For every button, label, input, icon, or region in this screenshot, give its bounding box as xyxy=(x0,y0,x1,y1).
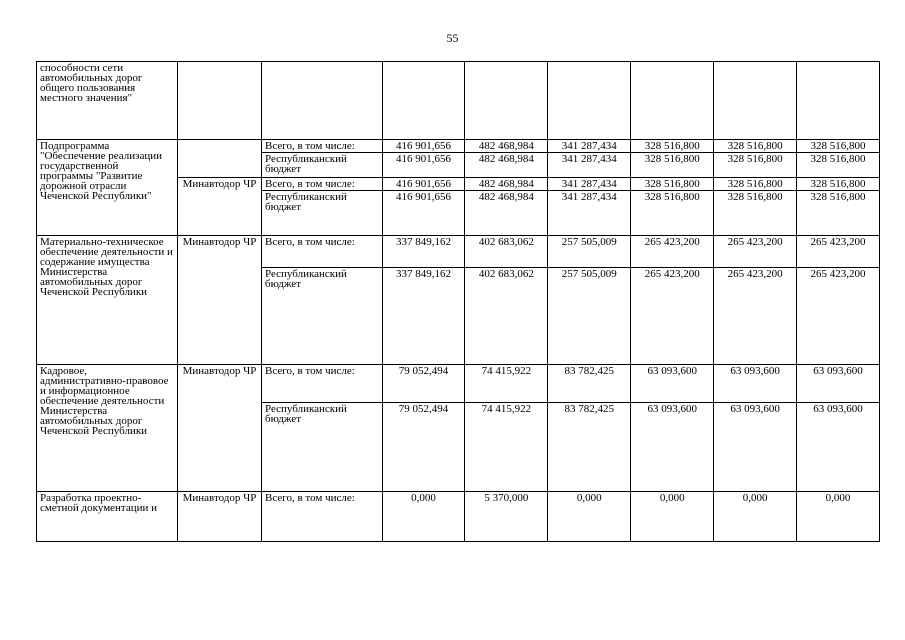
value-cell: 328 516,800 xyxy=(797,140,880,153)
page-number: 55 xyxy=(446,31,459,45)
value-cell: 0,000 xyxy=(548,492,631,542)
value-cell: 265 423,200 xyxy=(797,236,880,268)
value-cell: 341 287,434 xyxy=(548,153,631,178)
value-cell: 416 901,656 xyxy=(382,178,465,191)
value-cell: 79 052,494 xyxy=(382,365,465,403)
value-cell: 482 468,984 xyxy=(465,178,548,191)
value-cell: 265 423,200 xyxy=(714,236,797,268)
value-cell: 328 516,800 xyxy=(714,178,797,191)
value-cell: 63 093,600 xyxy=(714,403,797,492)
value-cell: 328 516,800 xyxy=(631,140,714,153)
value-cell: 337 849,162 xyxy=(382,236,465,268)
value-cell: 83 782,425 xyxy=(548,365,631,403)
source-cell: Республиканский бюджет xyxy=(262,153,383,178)
table-row xyxy=(37,62,880,140)
activity-name-cell: Разработка проектно-сметной документации и xyxy=(37,492,178,542)
value-cell: 63 093,600 xyxy=(631,403,714,492)
value-cell: 74 415,922 xyxy=(465,403,548,492)
executor-cell: Минавтодор ЧР xyxy=(178,365,262,492)
value-cell: 265 423,200 xyxy=(631,268,714,365)
value-cell: 63 093,600 xyxy=(797,365,880,403)
table-row xyxy=(37,365,880,403)
executor-cell: Минавтодор ЧР xyxy=(178,492,262,542)
value-cell: 257 505,009 xyxy=(548,268,631,365)
value-cell: 416 901,656 xyxy=(382,153,465,178)
source-cell: Республиканский бюджет xyxy=(262,268,383,365)
value-cell: 63 093,600 xyxy=(714,365,797,403)
source-cell: Всего, в том числе: xyxy=(262,236,383,268)
value-cell: 416 901,656 xyxy=(382,140,465,153)
value-cell: 83 782,425 xyxy=(548,403,631,492)
value-cell: 257 505,009 xyxy=(548,236,631,268)
value-cell: 341 287,434 xyxy=(548,191,631,236)
value-cell: 416 901,656 xyxy=(382,191,465,236)
value-cell: 0,000 xyxy=(382,492,465,542)
value-cell: 337 849,162 xyxy=(382,268,465,365)
subprogram-name-cell: Подпрограмма "Обеспечение реализации государственной программы "Развитие дорожной отрасли Чеченской Республики" xyxy=(37,140,178,236)
value-cell: 265 423,200 xyxy=(797,268,880,365)
value-cell: 328 516,800 xyxy=(797,191,880,236)
source-cell: Всего, в том числе: xyxy=(262,140,383,153)
value-cell: 402 683,062 xyxy=(465,268,548,365)
value-cell: 265 423,200 xyxy=(631,236,714,268)
value-cell: 328 516,800 xyxy=(714,191,797,236)
executor-cell: Минавтодор ЧР xyxy=(178,178,262,236)
table-row xyxy=(37,236,880,268)
source-cell: Всего, в том числе: xyxy=(262,365,383,403)
table-row xyxy=(37,492,880,542)
activity-name-cell: Материально-техническое обеспечение деятельности и содержание имущества Министерства автомобильных дорог Чеченской Республики xyxy=(37,236,178,365)
value-cell: 482 468,984 xyxy=(465,140,548,153)
value-cell: 63 093,600 xyxy=(631,365,714,403)
value-cell: 341 287,434 xyxy=(548,140,631,153)
value-cell: 74 415,922 xyxy=(465,365,548,403)
value-cell: 328 516,800 xyxy=(631,153,714,178)
value-cell: 5 370,000 xyxy=(465,492,548,542)
table-row xyxy=(37,140,880,153)
value-cell: 0,000 xyxy=(714,492,797,542)
value-cell: 328 516,800 xyxy=(797,178,880,191)
value-cell: 402 683,062 xyxy=(465,236,548,268)
value-cell: 482 468,984 xyxy=(465,153,548,178)
value-cell: 341 287,434 xyxy=(548,178,631,191)
value-cell: 79 052,494 xyxy=(382,403,465,492)
value-cell: 328 516,800 xyxy=(797,153,880,178)
value-cell: 63 093,600 xyxy=(797,403,880,492)
source-cell: Всего, в том числе: xyxy=(262,492,383,542)
activity-name-cell: Кадровое, административно-правовое и информационное обеспечение деятельности Министерства автомобильных дорог Чеченской Республики xyxy=(37,365,178,492)
executor-cell: Минавтодор ЧР xyxy=(178,236,262,365)
value-cell: 482 468,984 xyxy=(465,191,548,236)
value-cell: 0,000 xyxy=(631,492,714,542)
activity-name-cell: способности сети автомобильных дорог общего пользования местного значения" xyxy=(37,62,178,140)
value-cell: 328 516,800 xyxy=(631,178,714,191)
value-cell: 265 423,200 xyxy=(714,268,797,365)
value-cell: 328 516,800 xyxy=(714,153,797,178)
source-cell: Республиканский бюджет xyxy=(262,403,383,492)
value-cell: 0,000 xyxy=(797,492,880,542)
source-cell: Всего, в том числе: xyxy=(262,178,383,191)
value-cell: 328 516,800 xyxy=(631,191,714,236)
source-cell: Республиканский бюджет xyxy=(262,191,383,236)
budget-table xyxy=(36,61,880,542)
value-cell: 328 516,800 xyxy=(714,140,797,153)
